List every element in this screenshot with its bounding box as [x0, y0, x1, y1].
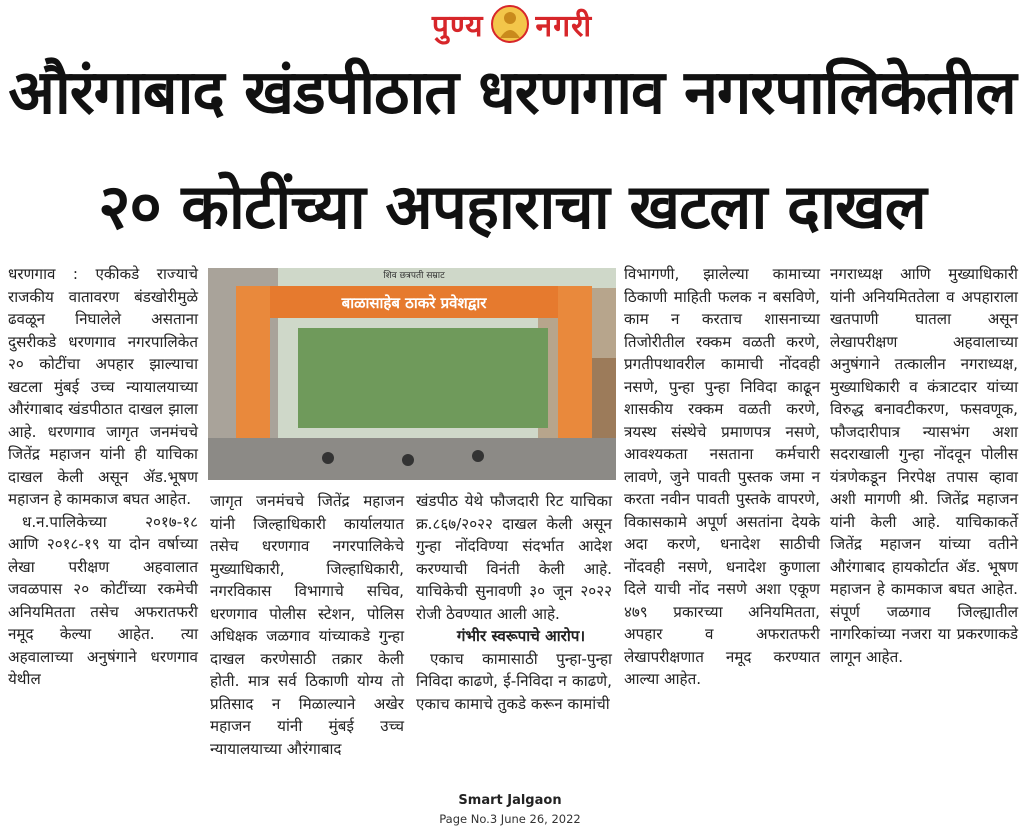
deity-logo-icon: [490, 4, 530, 44]
article-column-3: [416, 490, 612, 715]
article-column-2: [210, 490, 404, 760]
column-3-subhead: गंभीर स्वरूपाचे आरोप।: [456, 627, 586, 645]
column-3-paragraph-2: एकाच कामासाठी पुन्हा-पुन्हा निविदा काढणे, ई-निविदा न काढणे, एकाच कामाचे तुकडे करून कामांची: [416, 649, 612, 713]
article-column-4: [624, 263, 820, 691]
gate-photo-illustration: [208, 268, 616, 480]
article-column-5: [830, 263, 1018, 668]
masthead-word-right: नगरी: [535, 8, 593, 44]
article-column-1: [8, 263, 198, 691]
footer-source: Smart Jalgaon: [458, 793, 562, 808]
column-3-paragraph-1: खंडपीठ येथे फौजदारी रिट याचिका क्र.८६७/२०२२ दाखल केली असून गुन्हा नोंदविण्या संदर्भात आदेश करण्याची विनंती केली आहे. याचिकेची सुनावणी ३० जून २०२२ रोजी ठेवण्यात आली आहे.: [416, 492, 612, 623]
article-photo: [208, 268, 616, 480]
headline-line-1: औरंगाबाद खंडपीठात धरणगाव नगरपालिकेतील: [8, 57, 1016, 128]
headline-line-2: २० कोटींच्या अपहाराचा खटला दाखल: [98, 170, 926, 243]
column-2-paragraph-1: जागृत जनमंचचे जितेंद्र महाजन यांनी जिल्हाधिकारी कार्यालयात तसेच धरणगाव नगरपालिकेचे मुख्याधिकारी, जिल्हाधिकारी, नगरविकास विभागाचे सचिव, धरणगाव पोलीस स्टेशन, पोलिस अधिक्षक जळगाव यांच्याकडे गुन्हा दाखल करणेसाठी तक्रार केली होती. मात्र सर्व ठिकाणी योग्य तो प्रतिसाद न मिळाल्याने अखेर महाजन यांनी मुंबई उच्च न्यायालयाच्या औरंगाबाद: [210, 492, 404, 758]
masthead-word-left: पुण्य: [431, 8, 484, 44]
masthead: [0, 2, 1024, 46]
column-5-paragraph-1: नगराध्यक्ष आणि मुख्याधिकारी यांनी अनियमिततेला व अपहाराला खतपाणी घातला असून लेखापरीक्षण अहवालाच्या अनुषंगाने तत्कालीन नगराध्यक्ष, मुख्याधिकारी व कंत्राटदार यांच्या विरुद्ध बनावटीकरण, फसवणूक, फौजदारीपात्र न्यासभंग अशा सदराखाली गुन्हा नोंदवून पोलीस यंत्रणेकडून निरपेक्ष तपास व्हावा अशी मागणी श्री. जितेंद्र महाजन यांनी केली आहे. याचिकाकर्ते जितेंद्र महाजन यांच्या वतीने औरंगाबाद हायकोर्टात ॲड. भूषण महाजन हे कामकाज बघत आहेत. संपूर्ण जळगाव जिल्ह्यातील नागरिकांच्या नजरा या प्रकरणाकडे लागून आहेत.: [830, 265, 1018, 666]
gate-top-text: शिव छत्रपती सम्राट: [383, 271, 445, 281]
column-1-paragraph-2: ध.न.पालिकेच्या २०१७-१८ आणि २०१८-१९ या दोन वर्षाच्या लेखा परीक्षण अहवालात जवळपास २० कोटींच्या रकमेची अनियमितता तसेच अफरातफरी नमूद केल्या आहेत. त्या अहवालाच्या अनुषंगाने धरणगाव येथील: [8, 512, 198, 688]
column-4-paragraph-1: विभागणी, झालेल्या कामाच्या ठिकाणी माहिती फलक न बसविणे, काम न करताच शासनाच्या तिजोरीतील रक्कम वळती करणे, प्रगतीपथावरील कामाची नोंदवही नसणे, पुन्हा पुन्हा निविदा काढून शासकीय रक्कम वळती करणे, त्रयस्थ संस्थेचे प्रमाणपत्र नसणे, आवश्यकता नसताना कर्मचारी लावणे, जुने पावती पुस्तक जमा न करता नवीन पावती पुस्तके वापरणे, विकासकामे अपूर्ण असतांना देयके अदा करणे, धनादेश साठीची नोंदवही नसणे, धनादेश कुणाला दिले याची नोंद नसणे अशा एकूण ४७९ प्रकारच्या अनियमितता, अपहार व अफरातफरी लेखापरीक्षणात नमूद करण्यात आल्या आहेत.: [624, 265, 820, 688]
column-1-paragraph-1: धरणगाव : एकीकडे राज्याचे राजकीय वातावरण बंडखोरीमुळे ढवळून निघालेले असताना दुसरीकडे धरणगाव नगरपालिकेत २० कोटींचा अपहार झाल्याचा खटला मुंबई उच्च न्यायालयाच्या औरंगाबाद खंडपीठात दाखल झाला आहे. धरणगाव जागृत जनमंचचे जितेंद्र महाजन यांनी ही याचिका दाखल केली असून ॲड.भूषण महाजन हे कामकाज बघत आहेत.: [8, 265, 198, 508]
footer-date: Page No.3 June 26, 2022: [439, 812, 581, 826]
gate-sign-text: बाळासाहेब ठाकरे प्रवेशद्वार: [341, 294, 487, 312]
